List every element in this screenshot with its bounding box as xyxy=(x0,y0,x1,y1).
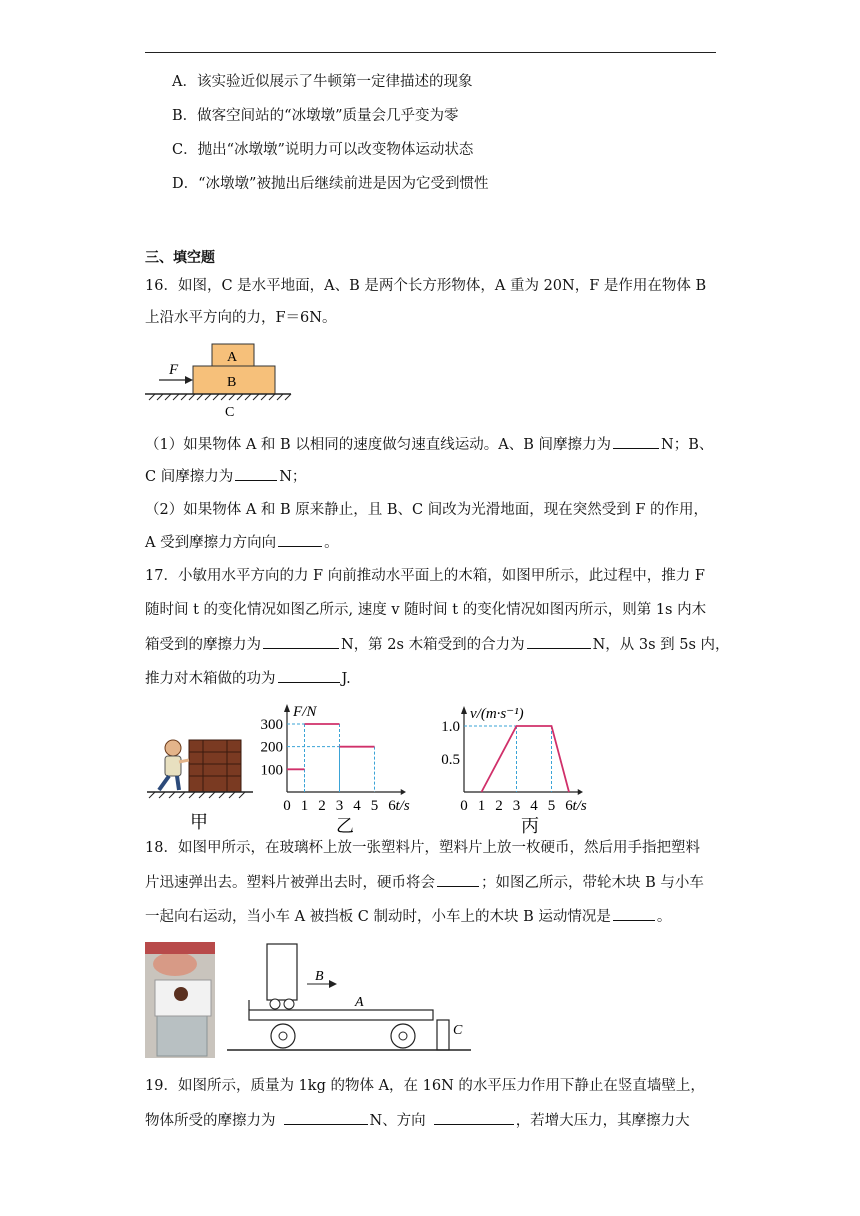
x-tick-label-5: 5 xyxy=(547,798,556,814)
x-axis-arrow xyxy=(578,789,583,795)
q17-figure-jia xyxy=(145,728,255,834)
y-tick-label-0.5: 0.5 xyxy=(441,752,460,768)
y-tick-label-200: 200 xyxy=(260,739,283,756)
label-bing: 丙 xyxy=(521,816,539,836)
option-d: D．“冰墩墩”被抛出后继续前进是因为它受到惯性 xyxy=(172,176,489,192)
blank-net-force-2s[interactable] xyxy=(527,634,591,649)
x-tick-label-6: 6 xyxy=(565,798,573,814)
label-b: B xyxy=(315,969,324,984)
q19-line1: 19．如图所示，质量为 1kg 的物体 A，在 16N 的水平压力作用下静止在竖直墙壁上， xyxy=(145,1078,705,1094)
q16-part2-line2: A 受到摩擦力方向向 。 xyxy=(145,532,339,553)
y-tick-label-300: 300 xyxy=(260,717,283,733)
blank-friction-direction[interactable] xyxy=(434,1110,514,1125)
q18-figure-yi xyxy=(225,940,475,1056)
section-title: 三、填空题 xyxy=(145,250,215,266)
x-tick-label-3: 3 xyxy=(512,798,521,814)
block-wheel-2 xyxy=(284,999,294,1009)
q16-figure xyxy=(145,340,295,420)
x-tick-label-6: 6 xyxy=(388,798,396,814)
blank-coin-motion[interactable] xyxy=(437,872,479,887)
y-tick-label-1.0: 1.0 xyxy=(441,719,460,735)
q17-figure-bing xyxy=(430,692,610,836)
x-tick-label-4: 4 xyxy=(353,798,361,814)
x-tick-label-2: 2 xyxy=(495,798,503,814)
x-axis-label: t/s xyxy=(572,798,587,814)
q18-line2: 片迅速弹出去。塑料片被弹出去时，硬币将会 ；如图乙所示，带轮木块 B 与小车 xyxy=(145,872,704,893)
y-axis-label: v/(m·s⁻¹) xyxy=(470,706,524,722)
block-b xyxy=(267,944,297,1000)
option-c: C．抛出“冰墩墩”说明力可以改变物体运动状态 xyxy=(172,142,474,158)
q16-line1: 16．如图，C 是水平地面，A、B 是两个长方形物体，A 重为 20N，F 是作用在物体 B xyxy=(145,278,707,294)
hand xyxy=(153,952,197,976)
label-c: C xyxy=(453,1023,463,1038)
x-axis-label: t/s xyxy=(395,798,410,814)
wooden-box xyxy=(189,740,241,792)
boy-body xyxy=(165,756,181,776)
x-tick-label-1: 1 xyxy=(477,798,486,814)
q17-figure-yi xyxy=(255,696,430,836)
q16-part2-line1: （2）如果物体 A 和 B 原来静止，且 B、C 间改为光滑地面，现在突然受到 F 的作用， xyxy=(145,502,709,518)
option-a: A．该实验近似展示了牛顿第一定律描述的现象 xyxy=(172,74,473,90)
block-wheel-1 xyxy=(270,999,280,1009)
x-tick-label-0: 0 xyxy=(460,798,468,814)
label-jia: 甲 xyxy=(190,812,208,832)
label-yi: 乙 xyxy=(336,816,354,836)
blank-ab-friction[interactable] xyxy=(613,434,659,449)
y-axis-arrow xyxy=(284,704,290,712)
x-axis-arrow xyxy=(401,789,406,795)
q17-line2: 随时间 t 的变化情况如图乙所示, 速度 v 随时间 t 的变化情况如图丙所示，则第 1s 内木 xyxy=(145,602,707,618)
label-a: A xyxy=(227,350,238,365)
y-tick-label-100: 100 xyxy=(260,762,283,779)
coin xyxy=(174,987,188,1001)
x-tick-label-0: 0 xyxy=(283,798,291,814)
barrier-c xyxy=(437,1020,449,1050)
q17-line1: 17．小敏用水平方向的力 F 向前推动水平面上的木箱，如图甲所示，此过程中，推力 F xyxy=(145,568,705,584)
boy-head xyxy=(165,740,181,756)
blank-friction-value[interactable] xyxy=(284,1110,368,1125)
label-f: F xyxy=(169,362,179,378)
q17-line4: 推力对木箱做的功为 J. xyxy=(145,668,351,689)
blank-block-b-motion[interactable] xyxy=(613,906,655,921)
q16-part1-line2: C 间摩擦力为 N； xyxy=(145,466,306,487)
x-tick-label-3: 3 xyxy=(335,798,344,814)
v-series-line xyxy=(482,726,570,792)
blank-bc-friction[interactable] xyxy=(235,466,277,481)
q18-figure-jia-photo xyxy=(145,942,215,1058)
x-tick-label-2: 2 xyxy=(318,798,326,814)
label-b: B xyxy=(227,375,237,390)
cart-a xyxy=(249,1010,433,1020)
q18-line3: 一起向右运动，当小车 A 被挡板 C 制动时，小车上的木块 B 运动情况是 。 xyxy=(145,906,671,927)
blank-work[interactable] xyxy=(278,668,340,683)
x-tick-label-4: 4 xyxy=(530,798,538,814)
label-c: C xyxy=(225,405,235,420)
q17-line3: 箱受到的摩擦力为 N，第 2s 木箱受到的合力为 N，从 3s 到 5s 内， xyxy=(145,634,730,655)
x-tick-label-1: 1 xyxy=(300,798,309,814)
blank-friction-direction[interactable] xyxy=(278,532,322,547)
q18-line1: 18．如图甲所示，在玻璃杯上放一张塑料片，塑料片上放一枚硬币，然后用手指把塑料 xyxy=(145,840,700,856)
option-b: B．做客空间站的“冰墩墩”质量会几乎变为零 xyxy=(172,108,459,124)
x-tick-label-5: 5 xyxy=(370,798,379,814)
label-a: A xyxy=(355,995,364,1010)
y-axis-arrow xyxy=(461,706,467,714)
y-axis-label: F/N xyxy=(293,704,317,720)
q16-line2: 上沿水平方向的力，F＝6N。 xyxy=(145,310,337,326)
blank-friction-1s[interactable] xyxy=(263,634,339,649)
q19-line2: 物体所受的摩擦力为 N、方向 ，若增大压力，其摩擦力大 xyxy=(145,1110,690,1131)
top-rule xyxy=(145,52,716,53)
q16-part1-line1: （1）如果物体 A 和 B 以相同的速度做匀速直线运动。A、B 间摩擦力为 N；B、 xyxy=(145,434,713,455)
